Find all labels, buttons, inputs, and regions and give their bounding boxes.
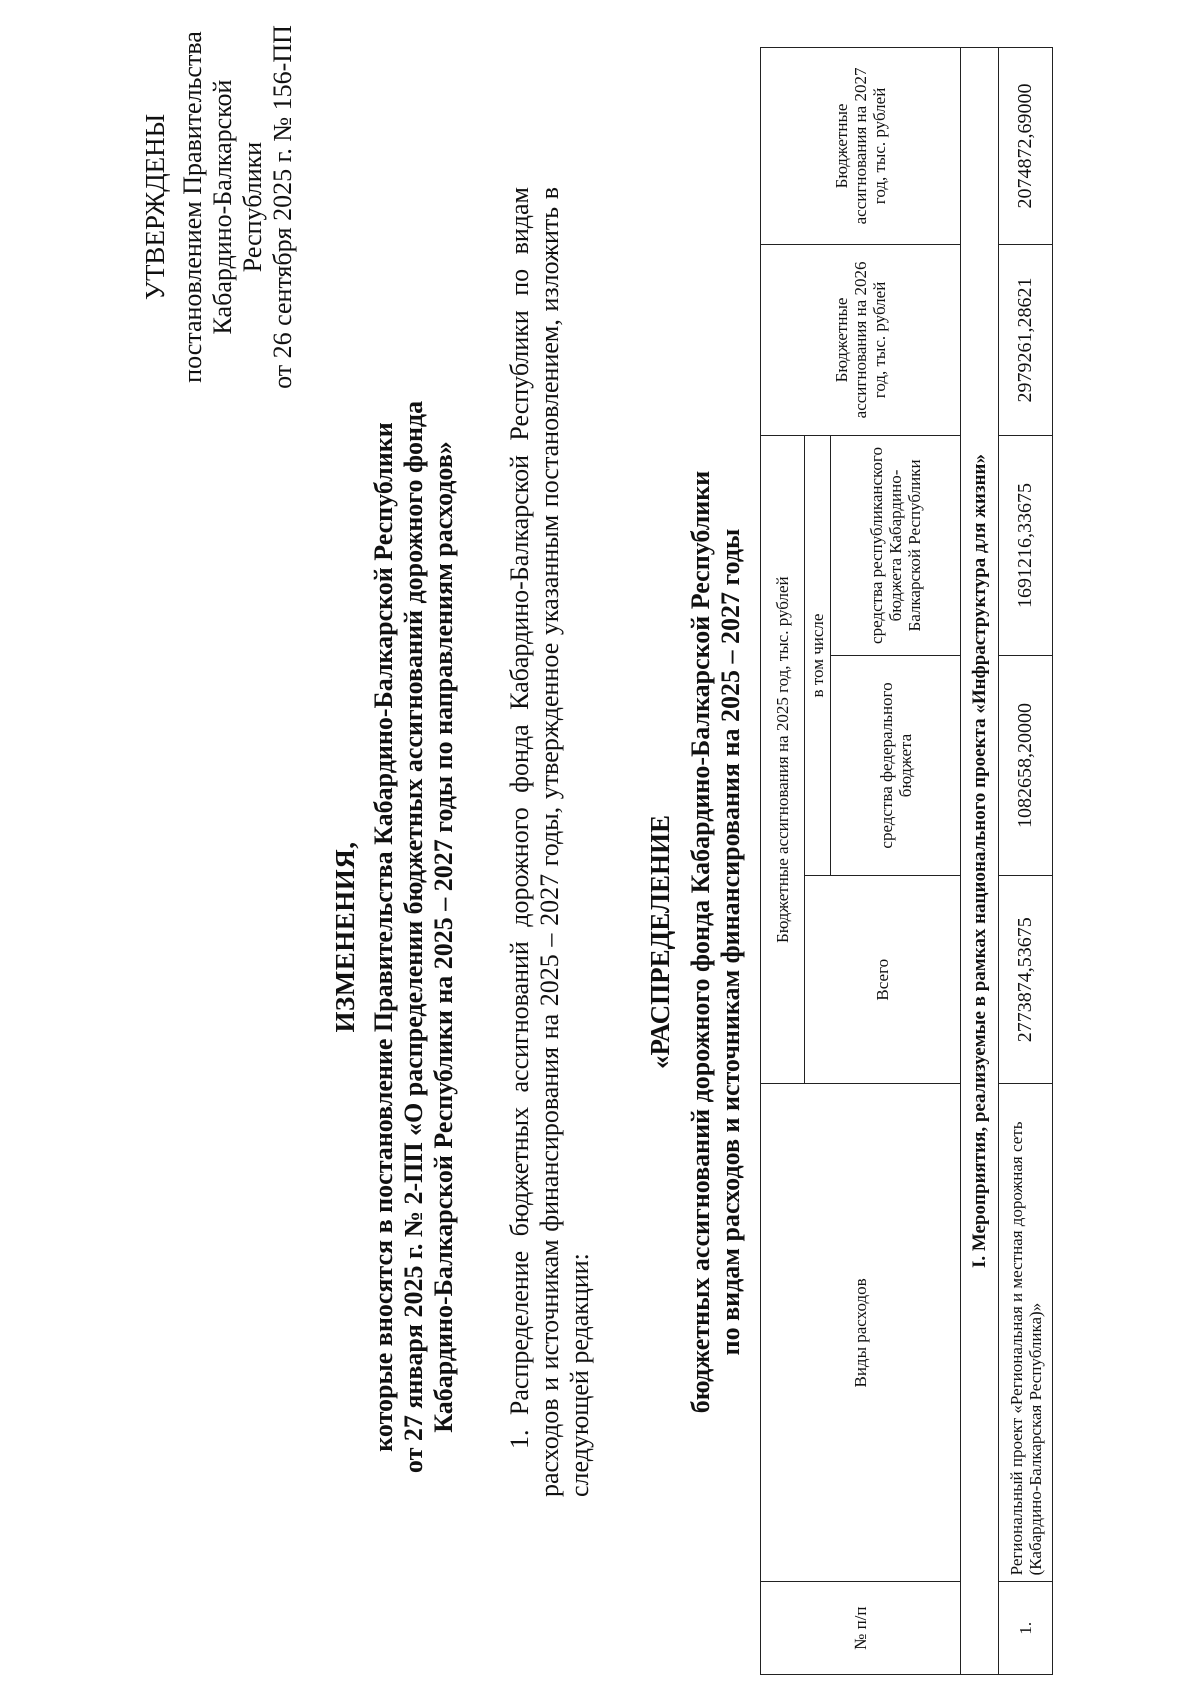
row-name: Региональный проект «Региональная и местная дорожная сеть (Кабардино-Балкарская Республика)» <box>999 1084 1053 1582</box>
header-including: в том числе <box>805 435 831 875</box>
row-federal: 1082658,20000 <box>999 655 1053 875</box>
approval-stamp <box>140 17 298 397</box>
changes-line-3: Кабардино-Балкарской Республики на 2025 – 2027 годы по направлениям расходов» <box>429 441 458 1433</box>
header-budget-2026: Бюджетные ассигнования на 2026 год, тыс. рублей <box>761 244 961 435</box>
changes-title-block <box>330 237 459 1637</box>
row-2027: 2074872,69000 <box>999 48 1053 245</box>
changes-title: ИЗМЕНЕНИЯ, <box>330 841 360 1033</box>
header-total: Всего <box>805 876 961 1084</box>
approved-line-2: Кабардино-Балкарской Республики <box>208 79 267 335</box>
row-2026: 2979261,28621 <box>999 244 1053 435</box>
header-budget-2025: Бюджетные ассигнования на 2025 год, тыс. рублей <box>761 435 805 1083</box>
row-total: 2773874,53675 <box>999 876 1053 1084</box>
approved-line-3: от 26 сентября 2025 г. № 156-ПП <box>268 25 297 389</box>
distribution-title: «РАСПРЕДЕЛЕНИЕ <box>645 814 675 1070</box>
header-types: Виды расходов <box>761 1084 961 1582</box>
distribution-table <box>760 47 1053 1675</box>
approved-heading: УТВЕРЖДЕНЫ <box>140 113 170 301</box>
changes-line-2: от 27 января 2025 г. № 2-ПП «О распределении бюджетных ассигнований дорожного фонда <box>399 400 428 1474</box>
section-heading: I. Мероприятия, реализуемые в рамках национального проекта «Инфраструктура для жизни» <box>961 48 999 1675</box>
distribution-title-block <box>645 267 746 1617</box>
header-republic: средства республиканского бюджета Кабардино-Балкарской Республики <box>831 435 961 655</box>
distribution-line-1: бюджетных ассигнований дорожного фонда Кабардино-Балкарской Республики <box>686 470 715 1414</box>
header-budget-2027: Бюджетные ассигнования на 2027 год, тыс. рублей <box>761 48 961 245</box>
changes-line-1: которые вносятся в постановление Правительства Кабардино-Балкарской Республики <box>369 422 398 1452</box>
row-republic: 1691216,33675 <box>999 435 1053 655</box>
header-federal: средства федерального бюджета <box>831 655 961 875</box>
header-num: № п/п <box>761 1582 961 1675</box>
distribution-line-2: по видам расходов и источникам финансирования на 2025 – 2027 годы <box>716 528 745 1356</box>
approved-line-1: постановлением Правительства <box>178 31 207 383</box>
row-num: 1. <box>999 1582 1053 1675</box>
table-row <box>999 48 1053 1675</box>
paragraph-1: 1. Распределение бюджетных ассигнований дорожного фонда Кабардино-Балкарской Республики по видам расходов и источникам финансирования на 2025 – 2027 годы, утвержденное указанным постановлением, изложить в следующей редакции: <box>505 187 594 1497</box>
